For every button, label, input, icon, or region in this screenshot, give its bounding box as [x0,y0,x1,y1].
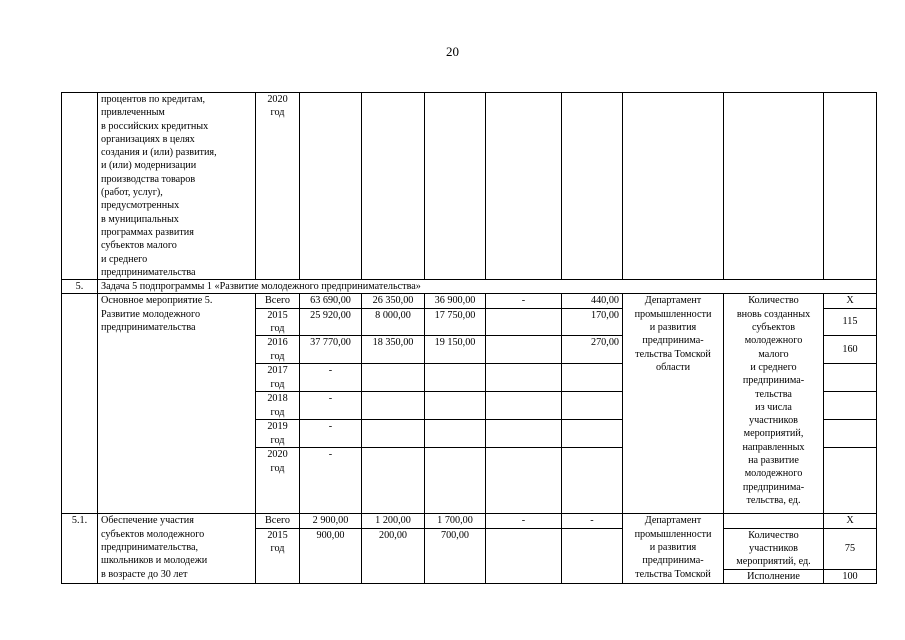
table-row [62,514,877,528]
federal-cell [362,364,425,392]
federal-cell: 26 350,00 [362,294,425,308]
table-row [62,294,877,308]
total-cell: 63 690,00 [300,294,362,308]
federal-cell: 1 200,00 [362,514,425,528]
task-number: 5. [62,280,98,294]
federal-cell: 18 350,00 [362,336,425,364]
year-cell: 2018 год [256,392,300,420]
local-cell [486,336,562,364]
year-cell: 2017 год [256,364,300,392]
regional-cell: 700,00 [425,528,486,583]
row-number [62,93,98,280]
federal-cell [362,392,425,420]
row-number: 5.1. [62,514,98,583]
total-cell: - [300,364,362,392]
indicator-value [824,364,877,392]
local-cell [486,364,562,392]
indicator-value [824,392,877,420]
federal-cell [362,448,425,514]
indicator-name: Количество участников мероприятий, ед. [724,528,824,569]
total-cell: 25 920,00 [300,308,362,336]
year-cell: 2015 год [256,308,300,336]
extra-cell [562,448,623,514]
indicator-name: Исполнение [724,569,824,583]
total-cell: 2 900,00 [300,514,362,528]
local-cell [486,528,562,583]
extra-cell: 270,00 [562,336,623,364]
indicator-value: 115 [824,308,877,336]
total-cell: 37 770,00 [300,336,362,364]
extra-cell [562,364,623,392]
measure-name: процентов по кредитам, привлеченным в российских кредитных организациях в целях создания и (или) развития, и (или) модернизации производства товаров (работ, услуг), предусмотренных в муниципальных программах развития субъектов малого и среднего предпринимательства [98,93,256,280]
federal-cell: 200,00 [362,528,425,583]
indicator-value: X [824,294,877,308]
indicator-value: 160 [824,336,877,364]
extra-cell: 170,00 [562,308,623,336]
federal-cell [362,420,425,448]
local-cell [486,392,562,420]
total-cell: - [300,392,362,420]
regional-cell: 19 150,00 [425,336,486,364]
total-cell: - [300,448,362,514]
year-cell: 2019 год [256,420,300,448]
extra-cell [562,392,623,420]
local-cell: - [486,514,562,528]
local-cell [486,420,562,448]
regional-cell [425,392,486,420]
total-cell: - [300,420,362,448]
measure-name: Основное мероприятие 5. Развитие молодежного предпринимательства [98,294,256,514]
indicator-value [824,420,877,448]
executor: Департамент промышленности и развития предпринима- тельства Томской области [623,294,724,514]
task-title: Задача 5 подпрограммы 1 «Развитие молодежного предпринимательства» [98,280,877,294]
extra-cell: - [562,514,623,528]
local-cell [486,448,562,514]
indicator-name: Количество вновь созданных субъектов молодежного малого и среднего предпринима- тельства из числа участников мероприятий, направленных на развитие молодежного предпринима- тельства, ед. [724,294,824,514]
federal-cell: 8 000,00 [362,308,425,336]
year-cell: 2016 год [256,336,300,364]
year-cell: 2015 год [256,528,300,583]
local-cell [486,308,562,336]
page-number: 20 [446,44,459,59]
extra-cell [562,528,623,583]
total-cell: 900,00 [300,528,362,583]
regional-cell: 36 900,00 [425,294,486,308]
table-row [62,93,877,280]
indicator-value [824,448,877,514]
year-cell: 2020 год [256,93,300,280]
year-cell: Всего [256,294,300,308]
regional-cell: 17 750,00 [425,308,486,336]
regional-cell [425,364,486,392]
indicator-value: 100 [824,569,877,583]
year-cell: 2020 год [256,448,300,514]
extra-cell [562,420,623,448]
local-cell: - [486,294,562,308]
regional-cell: 1 700,00 [425,514,486,528]
indicator-value: 75 [824,528,877,569]
executor: Департамент промышленности и развития предпринима- тельства Томской [623,514,724,583]
indicator-name [724,514,824,528]
extra-cell: 440,00 [562,294,623,308]
task-row [62,280,877,294]
indicator-value: X [824,514,877,528]
regional-cell [425,448,486,514]
year-cell: Всего [256,514,300,528]
measure-name: Обеспечение участия субъектов молодежного предпринимательства, школьников и молодежи в возрасте до 30 лет [98,514,256,583]
program-table [61,92,877,584]
regional-cell [425,420,486,448]
